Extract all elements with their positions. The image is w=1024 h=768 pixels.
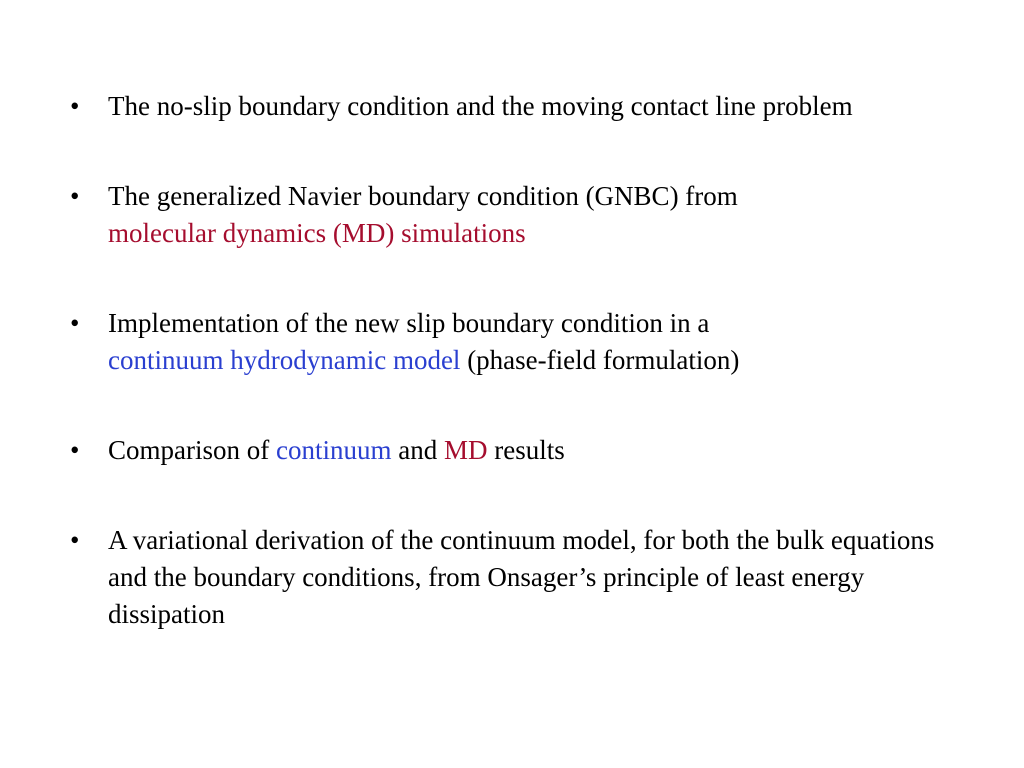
bullet-text: The no-slip boundary condition and the moving contact line problem	[108, 91, 853, 121]
bullet-dot-icon: •	[70, 181, 80, 211]
bullet-item-comparison	[70, 432, 970, 469]
bullet-dot-icon: •	[70, 91, 80, 121]
bullet-text: A variational derivation of the continuum model, for both the bulk equations and the boundary conditions, from Onsager’s principle of least energy dissipation	[108, 525, 935, 629]
bullet-dot-icon: •	[70, 308, 80, 338]
highlight-continuum-model: continuum hydrodynamic model	[108, 345, 461, 375]
bullet-item-variational	[70, 522, 970, 633]
bullet-text-tail: (phase-field formulation)	[467, 345, 740, 375]
bullet-item-gnbc	[70, 178, 970, 252]
bullet-text-and: and	[398, 435, 438, 465]
highlight-md: MD	[443, 435, 488, 465]
bullet-item-no-slip	[70, 88, 970, 125]
bullet-list	[70, 88, 970, 633]
bullet-text-tail: results	[494, 435, 565, 465]
highlight-md-simulations: molecular dynamics (MD) simulations	[108, 218, 526, 248]
bullet-text: The generalized Navier boundary condition (GNBC) from	[108, 181, 738, 211]
bullet-dot-icon: •	[70, 525, 80, 555]
bullet-text: Implementation of the new slip boundary condition in a	[108, 308, 710, 338]
highlight-continuum: continuum	[276, 435, 392, 465]
bullet-dot-icon: •	[70, 435, 80, 465]
bullet-text: Comparison of	[108, 435, 270, 465]
bullet-item-implementation	[70, 305, 970, 379]
